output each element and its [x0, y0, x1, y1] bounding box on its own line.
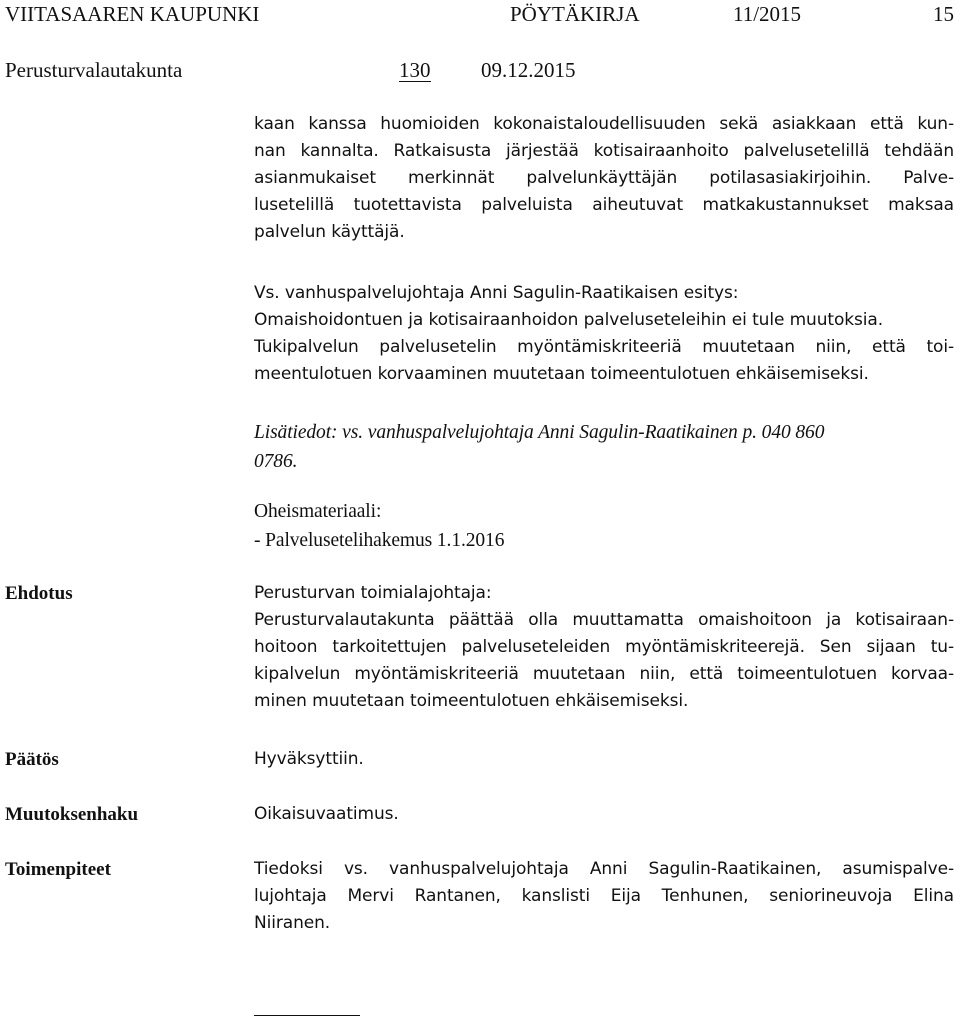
label-appeal: Muutoksenhaku	[5, 804, 139, 825]
label-actions: Toimenpiteet	[5, 859, 111, 880]
header-page-number: 15	[933, 2, 954, 26]
text-line: 0786.	[254, 451, 298, 472]
label-decision: Päätös	[5, 749, 59, 770]
header-doc-type: PÖYTÄKIRJA	[510, 2, 640, 26]
decision-text: Hyväksyttiin.	[254, 749, 364, 769]
appeal-text: Oikaisuvaatimus.	[254, 804, 399, 824]
text-line: palvelun käyttäjä.	[254, 222, 405, 242]
text-line: Vs. vanhuspalvelujohtaja Anni Sagulin-Raatikaisen esitys:	[254, 283, 739, 303]
header-board: Perusturvalautakunta	[5, 58, 183, 82]
text-line: Niiranen.	[254, 913, 331, 933]
text-line: kaan kanssa huomioiden kokonaistaloudellisuuden sekä asiakkaan että kun-	[254, 114, 954, 134]
text-line: hoitoon tarkoitettujen palveluseteleiden myöntämiskriteerejä. Sen sijaan tu-	[254, 637, 954, 657]
label-proposal: Ehdotus	[5, 583, 73, 604]
attachment-item: - Palvelusetelihakemus 1.1.2016	[254, 530, 505, 551]
header-doc-number: 11/2015	[733, 2, 802, 26]
text-line: asianmukaiset merkinnät palvelunkäyttäjän potilasasiakirjoihin. Palve-	[254, 168, 954, 188]
paragraph-proposal-intro	[254, 280, 954, 388]
attachments	[254, 497, 954, 555]
text-line: Tiedoksi vs. vanhuspalvelujohtaja Anni Sagulin-Raatikainen, asumispalve-	[254, 859, 954, 879]
text-line: Tukipalvelun palvelusetelin myöntämiskriteeriä muutetaan niin, että toi-	[254, 337, 954, 357]
proposal-text	[254, 580, 954, 715]
text-line: nan kannalta. Ratkaisusta järjestää kotisairaanhoito palvelusetelillä tehdään	[254, 141, 954, 161]
actions-text	[254, 856, 954, 937]
text-line: meentulotuen korvaaminen muutetaan toimeentulotuen ehkäisemiseksi.	[254, 364, 869, 384]
text-line: Omaishoidontuen ja kotisairaanhoidon palveluseteleihin ei tule muutoksia.	[254, 310, 884, 330]
text-line: Lisätiedot: vs. vanhuspalvelujohtaja Anni Sagulin-Raatikainen p. 040 860	[254, 422, 825, 443]
attachments-label: Oheismateriaali:	[254, 501, 382, 522]
text-line: Perusturvalautakunta päättää olla muuttamatta omaishoitoon ja kotisairaan-	[254, 610, 954, 630]
header-section-number: 130	[399, 58, 431, 82]
text-line: kipalvelun myöntämiskriteeriä muutetaan niin, että toimeentulotuen korvaa-	[254, 664, 954, 684]
footer-rule	[254, 1015, 360, 1016]
paragraph-intro	[254, 111, 954, 246]
header-org: VIITASAAREN KAUPUNKI	[5, 2, 260, 26]
proposal-author: Perusturvan toimialajohtaja:	[254, 583, 492, 603]
text-line: minen muutetaan toimeentulotuen ehkäisemiseksi.	[254, 691, 689, 711]
header-date: 09.12.2015	[481, 58, 576, 82]
paragraph-additional-info	[254, 418, 954, 476]
text-line: lusetelillä tuotettavista palveluista aiheutuvat matkakustannukset maksaa	[254, 195, 954, 215]
text-line: lujohtaja Mervi Rantanen, kanslisti Eija Tenhunen, seniorineuvoja Elina	[254, 886, 954, 906]
